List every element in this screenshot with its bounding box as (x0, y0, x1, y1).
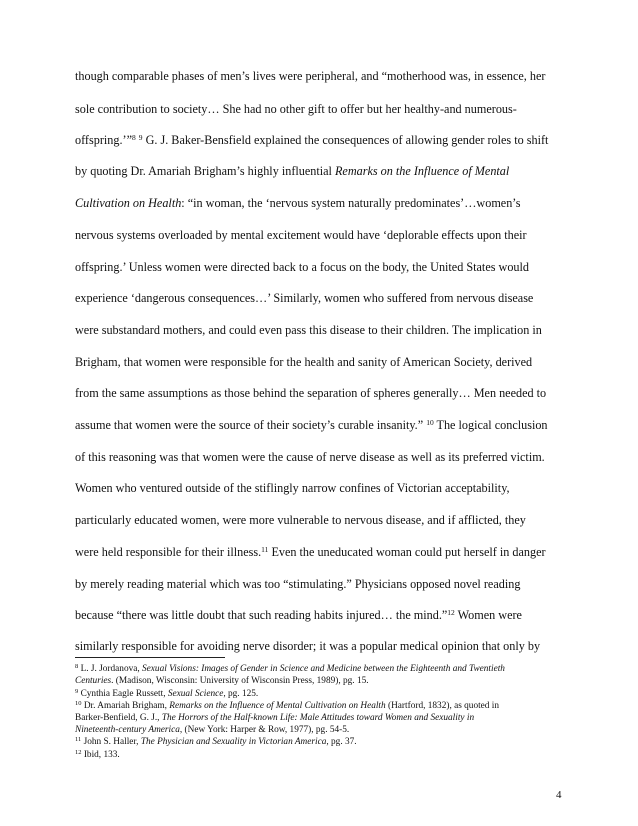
body-line-14: Women who ventured outside of the stiflingly narrow confines of Victorian acceptability, (75, 481, 510, 495)
body-line-15: particularly educated women, were more vulnerable to nervous disease, and if afflicted, they (75, 513, 526, 527)
footnote-ref-11: 11 (261, 545, 269, 554)
body-line-6: nervous systems overloaded by mental excitement would have ‘deplorable effects upon their (75, 228, 527, 242)
body-line-8: experience ‘dangerous consequences…’ Similarly, women who suffered from nervous disease (75, 291, 534, 305)
body-line-1: though comparable phases of men’s lives were peripheral, and “motherhood was, in essence, her (75, 69, 546, 83)
page-number: 4 (556, 789, 562, 801)
body-line-9: were substandard mothers, and could even pass this disease to their children. The implication in (75, 323, 542, 337)
footnote-11: $^{11}$ John S. Haller, The Physician and Sexuality in Victorian America, pg. 37. (75, 736, 357, 747)
footnote-8-cont: Centuries. (Madison, Wisconsin: University of Wisconsin Press, 1989), pg. 15. (75, 676, 369, 686)
body-line-7: offspring.’ Unless women were directed back to a focus on the body, the United States would (75, 260, 529, 274)
footnote-separator (75, 657, 225, 658)
footnote-10: $^{10}$ Dr. Amariah Brigham, Remarks on the Influence of Mental Cultivation on Health (Hartford, 1832), as quoted in (75, 700, 500, 711)
footnote-ref-10: 10 (426, 418, 434, 427)
body-line-18: because “there was little doubt that such reading habits injured… the mind.”$^{12}$ Women were (75, 608, 522, 622)
body-line-13: of this reasoning was that women were the cause of nerve disease as well as its preferred victim. (75, 450, 545, 464)
body-line-16: were held responsible for their illness.$^{11}$ Even the uneducated woman could put herself in danger (75, 545, 546, 559)
footnote-12: $^{12}$ Ibid, 133. (75, 749, 120, 760)
body-line-4: by quoting Dr. Amariah Brigham’s highly influential Remarks on the Influence of Mental (75, 164, 510, 178)
body-line-2: sole contribution to society… She had no other gift to offer but her healthy-and numerous- (75, 102, 517, 116)
footnote-8: $^8$ L. J. Jordanova, Sexual Visions: Images of Gender in Science and Medicine between the Eighteenth and Twentieth (75, 663, 505, 674)
body-line-19: similarly responsible for avoiding nerve disorder; it was a popular medical opinion that only by (75, 639, 541, 653)
footnote-ref-9: 9 (138, 133, 143, 142)
footnote-9: $^9$ Cynthia Eagle Russett, Sexual Science, pg. 125. (75, 688, 259, 699)
footnote-ref-8: 8 (131, 133, 136, 142)
body-line-3: offspring.’”$^8$ $^9$ G. J. Baker-Bensfield explained the consequences of allowing gender roles to shift (75, 133, 549, 147)
body-line-12: assume that women were the source of their society’s curable insanity.” $^{10}$ The logical conclusion (75, 418, 548, 432)
body-line-17: by merely reading material which was too “stimulating.” Physicians opposed novel reading (75, 577, 521, 591)
body-line-10: Brigham, that women were responsible for the health and sanity of American Society, derived (75, 355, 533, 369)
body-line-11: from the same assumptions as those behind the separation of spheres generally… Men needed to (75, 386, 547, 400)
footnote-10-cont: Barker-Benfield, G. J., The Horrors of the Half-known Life: Male Attitudes toward Women and Sexuality in (75, 713, 475, 723)
footnote-10-cont2: Nineteenth-century America, (New York: Harper & Row, 1977), pg. 54-5. (75, 725, 350, 735)
footnote-ref-12: 12 (447, 608, 455, 617)
body-line-5: Cultivation on Health: “in woman, the ‘nervous system naturally predominates’…women’s (75, 196, 521, 210)
